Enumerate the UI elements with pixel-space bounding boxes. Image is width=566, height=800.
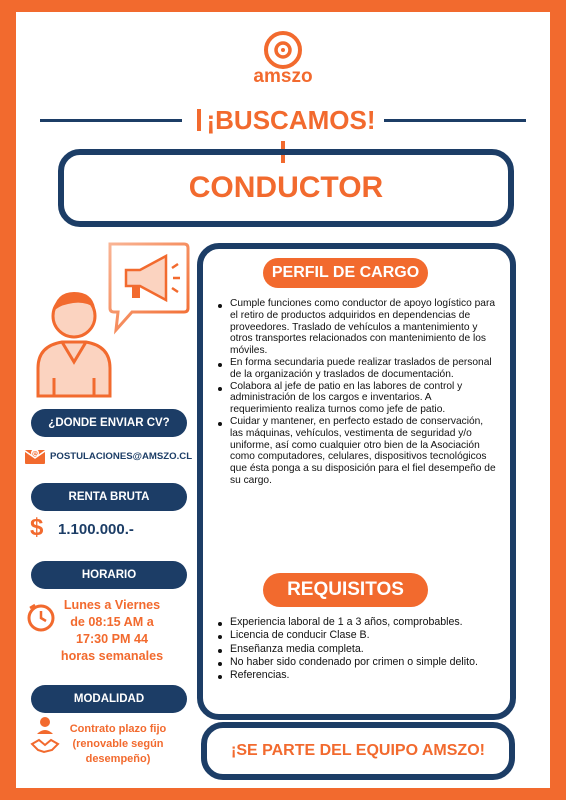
recruiter-megaphone-icon [28,238,196,398]
requirement-item: No haber sido condenado por crimen o simple delito. [218,656,503,669]
footer-slogan: ¡SE PARTE DEL EQUIPO AMSZO! [231,742,485,759]
cv-section-label: ¿DONDE ENVIAR CV? [31,409,187,437]
salary-section-label: RENTA BRUTA [31,483,187,511]
salary-amount: 1.100.000.- [58,521,134,538]
email-icon [24,447,46,465]
profile-item: Cumple funciones como conductor de apoyo logístico para el retiro de productos adquiridos en dependencias de proveedores. Traslado de vehículos a mantenimiento y otros transportes relacionados con mantenimiento de los móviles. [218,298,496,357]
requirement-item: Licencia de conducir Clase B. [218,629,503,642]
profile-section-title: PERFIL DE CARGO [263,258,428,288]
profile-item: Cuidar y mantener, en perfecto estado de conservación, las máquinas, vehículos, vestimenta de seguridad y/o uniforme, así como cualquier otro bien de la Asociación como computadores, celulares, dispositivos tecnológicos que ésta ponga a su disposición para el fiel desempeño de su cargo. [218,416,496,487]
dollar-icon: $ [30,514,44,541]
job-title-box [58,149,514,227]
svg-text:@: @ [32,450,38,458]
headline-row [40,104,526,136]
requirement-item: Enseñanza media completa. [218,643,503,656]
modality-section-label: MODALIDAD [31,685,187,713]
requirements-section-title: REQUISITOS [263,573,428,607]
schedule-section-label: HORARIO [31,561,187,589]
requirements-list [218,616,503,682]
modality-text: Contrato plazo fijo (renovable según desempeño) [69,723,167,765]
requirement-item: Referencias. [218,669,503,682]
profile-list [218,298,496,487]
footer-box [201,722,515,780]
requirement-item: Experiencia laboral de 1 a 3 años, comprobables. [218,616,503,629]
profile-item: Colabora al jefe de patio en las labores de control y administración de los cargos e inventarios. A requerimiento realiza turnos como jefe de patio. [218,381,496,416]
divider-right [384,119,526,122]
brand-name: amszo [253,66,313,87]
email-address[interactable]: POSTULACIONES@AMSZO.CL [50,451,193,462]
headline: ¡BUSCAMOS! [190,104,376,136]
divider-left [40,119,182,122]
amszo-logo-icon [263,30,303,70]
job-title: CONDUCTOR [188,171,384,204]
schedule-text: Lunes a Viernes de 08:15 AM a 17:30 PM 44 horas semanales [60,598,164,663]
handshake-icon [30,716,60,756]
profile-item: En forma secundaria puede realizar traslados de personal de la organización y traslados de documentación. [218,357,496,381]
